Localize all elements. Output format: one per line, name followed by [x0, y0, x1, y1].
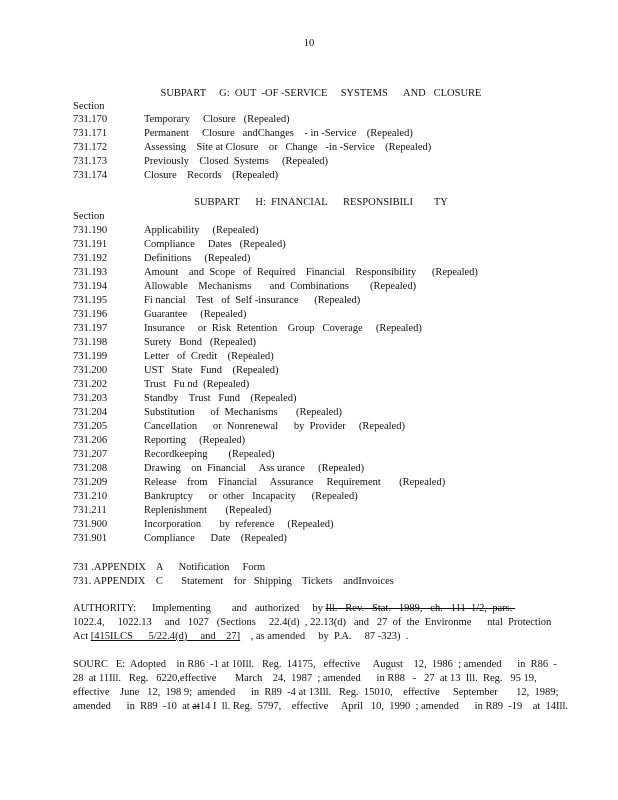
section-number: 731.170: [73, 114, 108, 125]
section-title: Previously Closed Systems (Repealed): [144, 156, 329, 167]
authority-line-2: 1022.4, 1022.13 and 1027 (Sections 22.4(d) , 22.13(d) and 27 of the Environme ntal Protection: [73, 617, 552, 628]
section-title: Substitution of Mechanisms (Repealed): [144, 407, 343, 418]
section-title: Applicability (Repealed): [144, 225, 259, 236]
section-number: 731.205: [73, 421, 108, 432]
section-title: Definitions (Repealed): [144, 253, 251, 264]
section-title: UST State Fund (Repealed): [144, 365, 279, 376]
section-title: Closure Records (Repealed): [144, 170, 279, 181]
section-title: Letter of Credit (Repealed): [144, 351, 274, 362]
authority-struck-citation: Ill. Rev. Stat. 1989, ch. 111 1/2, pars.: [325, 603, 516, 614]
section-title: Compliance Dates (Repealed): [144, 239, 286, 250]
section-number: 731.206: [73, 435, 108, 446]
section-title: Reporting (Repealed): [144, 435, 246, 446]
page-number: 10: [303, 38, 315, 49]
subpart-h-heading: SUBPART H: FINANCIAL RESPONSIBILI TY: [194, 197, 448, 208]
section-title: Compliance Date (Repealed): [144, 533, 287, 544]
section-number: 731.211: [73, 505, 107, 516]
section-number: 731.200: [73, 365, 108, 376]
section-title: Insurance or Risk Retention Group Coverage (Repealed): [144, 323, 422, 334]
appendix-c: 731. APPENDIX C Statement for Shipping Tickets andInvoices: [73, 576, 394, 587]
authority-text: , as amended by P.A. 87 -323) .: [240, 631, 409, 642]
section-number: 731.195: [73, 295, 108, 306]
section-number: 731.901: [73, 533, 108, 544]
section-number: 731.207: [73, 449, 108, 460]
source-text: amended in R89 -10 at: [73, 701, 193, 712]
section-title: Fi nancial Test of Self -insurance (Repealed): [144, 295, 361, 306]
section-number: 731.208: [73, 463, 108, 474]
section-label: Section: [73, 211, 105, 222]
section-number: 731.199: [73, 351, 108, 362]
section-number: 731.210: [73, 491, 108, 502]
authority-line-3: [73, 631, 408, 643]
section-number: 731.171: [73, 128, 108, 139]
source-line-2: 28 at 11Ill. Reg. 6220,effective March 24, 1987 ; amended in R88 - 27 at 13 Ill. Reg. 95 19,: [73, 673, 537, 684]
section-number: 731.198: [73, 337, 108, 348]
section-title: Incorporation by reference (Repealed): [144, 519, 334, 530]
section-title: Recordkeeping (Repealed): [144, 449, 275, 460]
section-number: 731.174: [73, 170, 108, 181]
section-number: 731.197: [73, 323, 108, 334]
section-title: Amount and Scope of Required Financial Responsibility (Repealed): [144, 267, 478, 278]
section-number: 731.193: [73, 267, 108, 278]
section-title: Permanent Closure andChanges - in -Service (Repealed): [144, 128, 413, 139]
section-title: Surety Bond (Repealed): [144, 337, 256, 348]
authority-text: Act: [73, 631, 91, 642]
section-title: Assessing Site at Closure or Change -in -Service (Repealed): [144, 142, 432, 153]
section-title: Bankruptcy or other Incapacity (Repealed): [144, 491, 358, 502]
section-label: Section: [73, 101, 105, 112]
section-number: 731.172: [73, 142, 108, 153]
source-line-3: effective June 12, 198 9; amended in R89 -4 at 13Ill. Reg. 15010, effective September 12, 1989;: [73, 687, 559, 698]
section-number: 731.204: [73, 407, 108, 418]
section-number: 731.203: [73, 393, 108, 404]
section-number: 731.191: [73, 239, 108, 250]
section-number: 731.194: [73, 281, 108, 292]
authority-line-1: [73, 603, 515, 615]
section-number: 731.173: [73, 156, 108, 167]
section-title: Guarantee (Repealed): [144, 309, 247, 320]
section-title: Temporary Closure (Repealed): [144, 114, 290, 125]
section-number: 731.900: [73, 519, 108, 530]
source-line-1: SOURC E: Adopted in R86 -1 at 10Ill. Reg. 14175, effective August 12, 1986 ; amended in R86 -: [73, 659, 557, 670]
subpart-g-heading: SUBPART G: OUT -OF -SERVICE SYSTEMS AND CLOSURE: [160, 88, 482, 99]
source-line-4: [73, 701, 568, 713]
section-number: 731.192: [73, 253, 108, 264]
authority-text: AUTHORITY: Implementing and authorized by: [73, 603, 326, 614]
section-number: 731.190: [73, 225, 108, 236]
section-title: Replenishment (Repealed): [144, 505, 272, 516]
source-struck-text: at: [192, 701, 200, 712]
section-title: Standby Trust Fund (Repealed): [144, 393, 297, 404]
section-title: Allowable Mechanisms and Combinations (Repealed): [144, 281, 417, 292]
section-title: Release from Financial Assurance Requirement (Repealed): [144, 477, 446, 488]
source-text: 14 I ll. Reg. 5797, effective April 10, 1990 ; amended in R89 -19 at 14Ill.: [199, 701, 568, 712]
section-title: Trust Fu nd (Repealed): [144, 379, 250, 390]
section-number: 731.209: [73, 477, 108, 488]
section-title: Cancellation or Nonrenewal by Provider (Repealed): [144, 421, 405, 432]
appendix-a: 731 .APPENDIX A Notification Form: [73, 562, 266, 573]
section-number: 731.202: [73, 379, 108, 390]
section-title: Drawing on Financial Ass urance (Repealed): [144, 463, 365, 474]
authority-inserted-citation: [415ILCS 5/22.4(d) and 27]: [90, 631, 241, 642]
section-number: 731.196: [73, 309, 108, 320]
